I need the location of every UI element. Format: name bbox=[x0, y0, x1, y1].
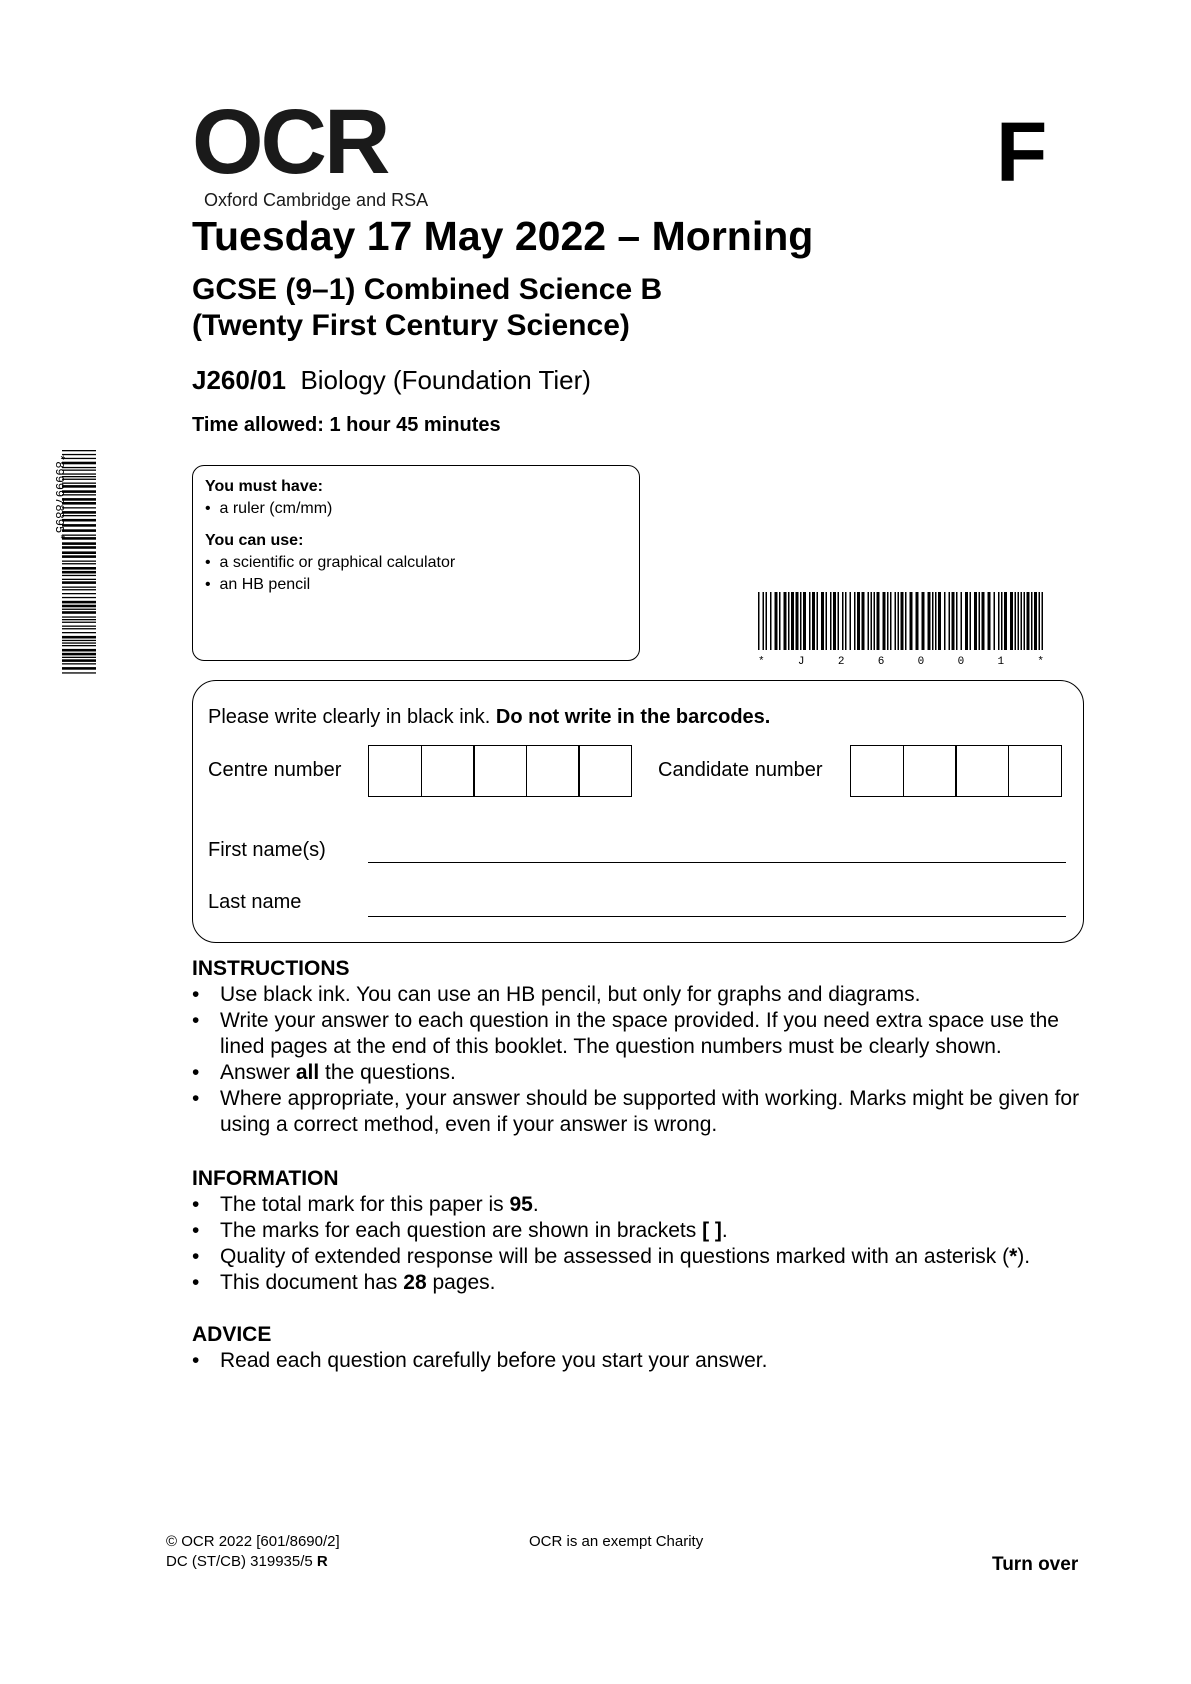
main-barcode bbox=[758, 592, 1048, 668]
document-code: DC (ST/CB) 319935/5 R bbox=[166, 1553, 328, 1570]
information-item: • The total mark for this paper is 95. bbox=[192, 1192, 1092, 1218]
instructions-heading: INSTRUCTIONS bbox=[192, 957, 350, 980]
information-heading: INFORMATION bbox=[192, 1167, 339, 1190]
centre-digit-box[interactable] bbox=[421, 745, 475, 797]
centre-number-label: Centre number bbox=[208, 759, 342, 781]
last-name-label: Last name bbox=[208, 891, 302, 913]
main-barcode-text: * J 2 6 0 0 1 * bbox=[758, 656, 1044, 668]
last-name-line[interactable] bbox=[368, 916, 1066, 917]
advice-item: • Read each question carefully before you start your answer. bbox=[192, 1348, 1092, 1374]
advice-section bbox=[192, 1322, 1092, 1374]
instruction-item: • Use black ink. You can use an HB pencil, but only for graphs and diagrams. bbox=[192, 982, 1092, 1008]
information-item: • Quality of extended response will be assessed in questions marked with an asterisk (*). bbox=[192, 1244, 1092, 1270]
paper-code: J260/01 bbox=[192, 365, 286, 395]
exam-date: Tuesday 17 May 2022 – Morning bbox=[192, 213, 814, 259]
qualification-title: GCSE (9–1) Combined Science B bbox=[192, 273, 663, 306]
instructions-list bbox=[192, 982, 1092, 1138]
barcode-warning: Do not write in the barcodes. bbox=[495, 706, 771, 728]
qualification-subtitle: (Twenty First Century Science) bbox=[192, 309, 630, 342]
centre-digit-box[interactable] bbox=[526, 745, 580, 797]
advice-heading: ADVICE bbox=[192, 1323, 272, 1346]
can-use-heading: You can use: bbox=[205, 532, 304, 549]
ocr-logo bbox=[192, 91, 452, 210]
charity-notice: OCR is an exempt Charity bbox=[529, 1533, 704, 1550]
advice-list bbox=[192, 1348, 1092, 1374]
centre-digit-box[interactable] bbox=[473, 745, 527, 797]
paper-heading bbox=[192, 364, 591, 396]
first-name-label: First name(s) bbox=[208, 839, 326, 861]
candidate-number-label: Candidate number bbox=[658, 759, 823, 781]
must-have-heading: You must have: bbox=[205, 478, 323, 495]
side-barcode-text: *8999978895* bbox=[52, 454, 66, 541]
information-item: • This document has 28 pages. bbox=[192, 1270, 1092, 1296]
information-list bbox=[192, 1192, 1092, 1296]
candidate-digit-box[interactable] bbox=[955, 745, 1009, 797]
instructions-section bbox=[192, 956, 1092, 1138]
instruction-item: • Write your answer to each question in the space provided. If you need extra space use the lined pages at the end of this booklet. The question numbers must be clearly shown. bbox=[192, 1008, 1092, 1060]
equipment-box bbox=[192, 465, 640, 661]
copyright-notice: © OCR 2022 [601/8690/2] bbox=[166, 1533, 340, 1550]
turn-over-label: Turn over bbox=[992, 1554, 1079, 1575]
information-section bbox=[192, 1166, 1092, 1296]
candidate-digit-box[interactable] bbox=[903, 745, 957, 797]
candidate-number-boxes bbox=[850, 745, 1060, 797]
paper-title: Biology (Foundation Tier) bbox=[300, 365, 591, 395]
candidate-digit-box[interactable] bbox=[850, 745, 904, 797]
logo-mark: OCR bbox=[192, 91, 388, 193]
centre-digit-box[interactable] bbox=[578, 745, 632, 797]
tier-letter: F bbox=[996, 105, 1048, 199]
candidate-intro: Please write clearly in black ink. Do not write in the barcodes. bbox=[208, 706, 771, 728]
must-have-item: • a ruler (cm/mm) bbox=[205, 500, 333, 517]
candidate-digit-box[interactable] bbox=[1008, 745, 1062, 797]
can-use-item: • a scientific or graphical calculator bbox=[205, 554, 456, 571]
centre-digit-box[interactable] bbox=[368, 745, 422, 797]
can-use-item: • an HB pencil bbox=[205, 576, 311, 593]
instruction-item: • Answer all the questions. bbox=[192, 1060, 1092, 1086]
centre-number-boxes bbox=[368, 745, 631, 797]
instruction-item: • Where appropriate, your answer should be supported with working. Marks might be given for using a correct method, even if your answer is wrong. bbox=[192, 1086, 1092, 1138]
side-barcode bbox=[44, 450, 98, 680]
time-allowed: Time allowed: 1 hour 45 minutes bbox=[192, 414, 501, 436]
first-name-line[interactable] bbox=[368, 862, 1066, 863]
logo-subtitle: Oxford Cambridge and RSA bbox=[204, 190, 429, 210]
information-item: • The marks for each question are shown in brackets [ ]. bbox=[192, 1218, 1092, 1244]
